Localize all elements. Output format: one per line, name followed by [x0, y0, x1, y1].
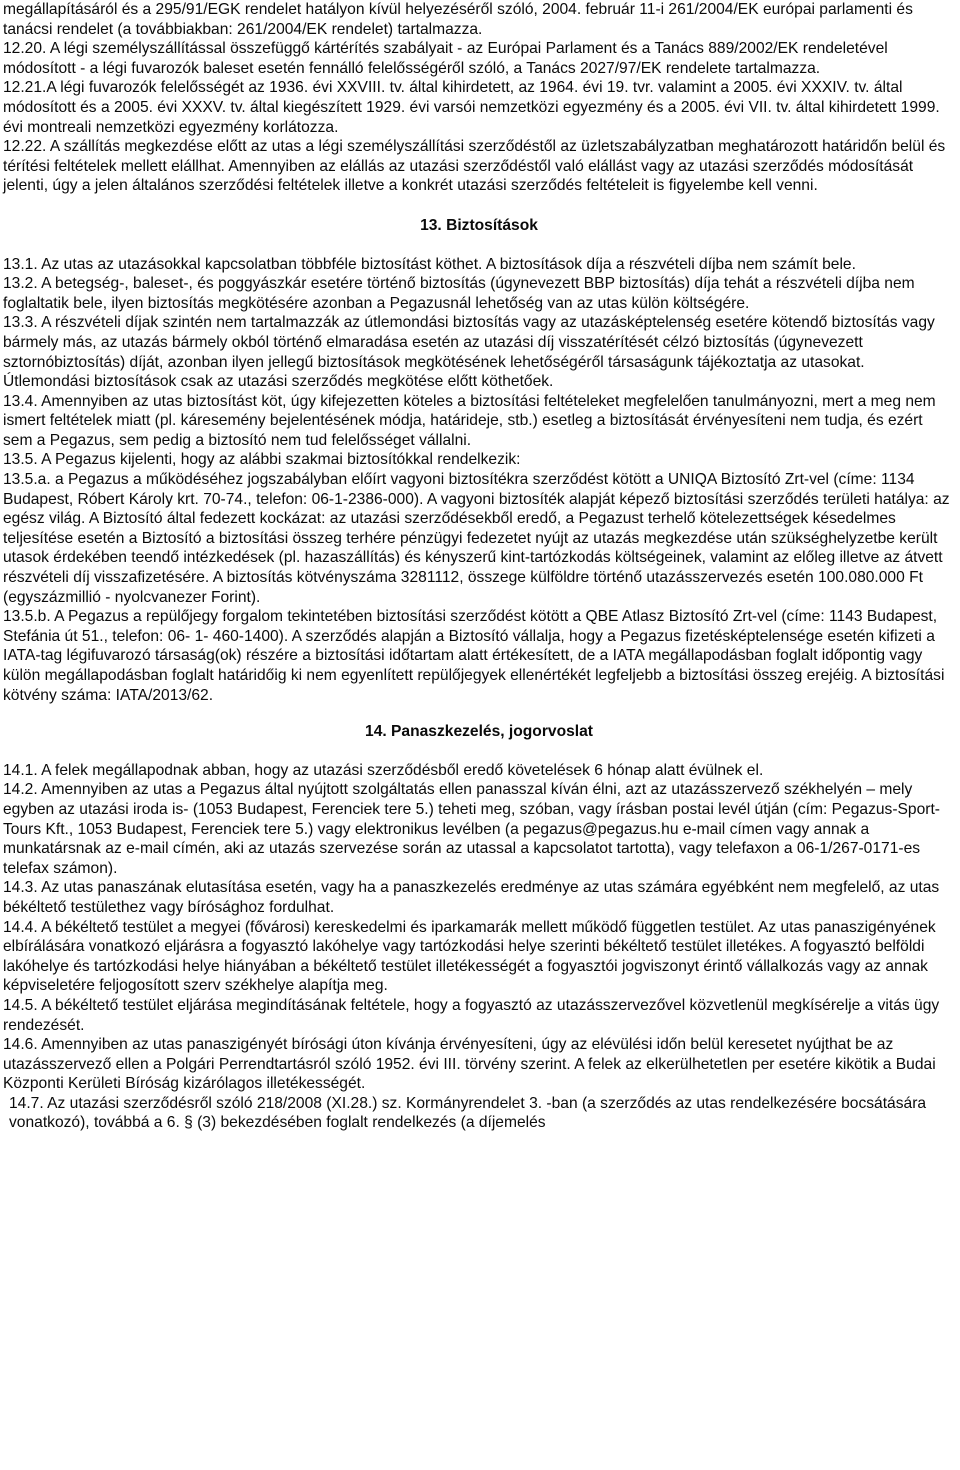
paragraph-12-21: 12.21.A légi fuvarozók felelősségét az 1936. évi XXVIII. tv. által kihirdetett, az 1964. évi 19. tvr. valamint a 2005. évi XXXIV. tv. által módosított és a 2005. évi XXXV. tv. által kiegészített 1929. évi varsói nemzetközi egyezmény és a 2005. évi VII. tv. által kihirdetett 1999. évi montreali nemzetközi egyezmény korlátozza.	[3, 79, 940, 136]
paragraph-13-2: 13.2. A betegség-, baleset-, és poggyászkár esetére történő biztosítás (úgynevezett BBP biztosítás) díja tehát a részvételi díjba nem foglaltatik bele, ilyen biztosítás megkötésére azonban a Pegazusnál lehetőség van az utas külön költségére.	[3, 275, 915, 312]
section-title-14: 14. Panaszkezelés, jogorvoslat	[365, 723, 593, 741]
paragraph-12-19-continued: megállapításáról és a 295/91/EGK rendelet hatályon kívül helyezéséről szóló, 2004. február 11-i 261/2004/EK európai parlamenti és tanácsi rendelet (a továbbiakban: 261/2004/EK rendelet) tartalmazza.	[3, 1, 913, 38]
paragraph-13-5-a: 13.5.a. a Pegazus a működéséhez jogszabályban előírt vagyoni biztosítékra szerződést kötött a UNIQA Biztosító Zrt-vel (címe: 1134 Budapest, Róbert Károly krt. 70-74., telefon: 06-1-2386-000). A vagyoni biztosíték alapját képező biztosítási szerződés területi hatálya: az egész világ. A Biztosító által fedezett kockázat: az utazási szerződésekből eredő, a Pegazust terhelő kötelezettségek késedelmes teljesítése esetén a Biztosító a biztosítási összeg terhére pénzügyi fedezetet nyújt az utazás megkezdése után szükséghelyzetbe került utasok érdekében teendő intézkedések (pl. hazaszállítás) és kényszerű kint-tartózkodás költségeinek, valamint az előleg illetve az átvett részvételi díj visszafizetésére. A biztosítás kötvényszáma 3281112, összege külföldre történő utazásszervezés esetén 100.080.000 Ft (egyszázmillió - nyolcvanezer Forint).	[3, 471, 950, 606]
paragraph-14-3: 14.3. Az utas panaszának elutasítása esetén, vagy ha a panaszkezelés eredménye az utas számára egyébként nem megfelelő, az utas békéltető testülethez vagy bírósághoz fordulhat.	[3, 879, 940, 916]
paragraph-14-5: 14.5. A békéltető testület eljárása megindításának feltétele, hogy a fogyasztó az utazásszervezővel közvetlenül megkísérelje a vitás ügy rendezését.	[3, 996, 940, 1034]
spacer	[3, 196, 955, 216]
spacer	[3, 236, 955, 255]
paragraph-12-22: 12.22. A szállítás megkezdése előtt az utas a légi személyszállítási szerződéstől az üzletszabályzatban meghatározott határidőn belül és térítési feltételek mellett elállhat. Amennyiben az elállás az utazási szerződéstől való elállást vagy az utazási szerződés módosítását jelenti, úgy a jelen általános szerződési feltételek illetve a konkrét utazási szerződés feltételeit is figyelembe kell venni.	[3, 138, 946, 195]
paragraph-13-1: 13.1. Az utas az utazásokkal kapcsolatban többféle biztosítást köthet. A biztosítások díja a részvételi díjba nem számít bele.	[3, 255, 856, 273]
paragraph-14-2: 14.2. Amennyiben az utas a Pegazus által nyújtott szolgáltatás ellen panasszal kíván élni, azt az utazásszervező székhelyén – mely egyben az utazási iroda is- (1053 Budapest, Ferenciek tere 5.) teheti meg, szóban, vagy írásban postai levél útján (cím: Pegazus-Sport-Tours Kft., 1053 Budapest, Ferenciek tere 5.) vagy elektronikus levélben (a pegazus@pegazus.hu e-mail címen vagy annak a munkatársnak az e-mail címén, aki az utazás szervezése során az utassal a kapcsolatot tartotta), vagy telefaxon a 06-1/267-0171-es telefax számon).	[3, 781, 940, 877]
paragraph-14-7: 14.7. Az utazási szerződésről szóló 218/2008 (XI.28.) sz. Kormányrendelet 3. -ban (a szerződés az utas rendelkezésére bocsátására vonatkozó), továbbá a 6. § (3) bekezdésében foglalt rendelkezés (a díjemelés	[9, 1094, 927, 1132]
spacer	[3, 742, 955, 761]
spacer	[3, 705, 955, 722]
section-title-13: 13. Biztosítások	[420, 216, 538, 234]
paragraph-13-3: 13.3. A részvételi díjak szintén nem tartalmazzák az útlemondási biztosítás vagy az utazásképtelenség esetére kötendő biztosítás vagy bármely más, az utazás bármely okból történő elmaradása esetén az utazási díj visszatérítését célzó biztosítás (úgynevezett sztornóbiztosítás) díját, azonban ilyen jellegű biztosítások megkötésének lehetőségéről társaságunk tájékoztatja az utasokat. Útlemondási biztosítások csak az utazási szerződés megkötése előtt köthetőek.	[3, 314, 935, 391]
paragraph-14-1: 14.1. A felek megállapodnak abban, hogy az utazási szerződésből eredő követelések 6 hónap alatt évülnek el.	[3, 761, 764, 779]
paragraph-13-5: 13.5. A Pegazus kijelenti, hogy az alábbi szakmai biztosítókkal rendelkezik:	[3, 451, 521, 469]
document-page	[3, 0, 955, 1133]
paragraph-14-4: 14.4. A békéltető testület a megyei (fővárosi) kereskedelmi és iparkamarák mellett működő független testület. Az utas panaszigényének elbírálására vonatkozó eljárásra a fogyasztó lakóhelye vagy tartózkodási helye szerinti békéltető testület illetékes. A fogyasztó belföldi lakóhelye és tartózkodási helye hiányában a békéltető testület illetékességét a fogyasztói jogviszonyt érintő vállalkozás vagy az annak képviseletére feljogosított szerv székhelye alapítja meg.	[3, 918, 936, 995]
paragraph-14-6: 14.6. Amennyiben az utas panaszigényét bírósági úton kívánja érvényesíteni, úgy az elévülési időn belül keresetet nyújthat be az utazásszervező ellen a Polgári Perrendtartásról szóló 1952. évi III. törvény szerint. A felek az elkerülhetetlen per esetére kikötik a Budai Központi Kerületi Bíróság kizárólagos illetékességét.	[3, 1036, 936, 1093]
paragraph-13-4: 13.4. Amennyiben az utas biztosítást köt, úgy kifejezetten köteles a biztosítási feltételeket megfelelően tanulmányozni, mert a meg nem ismert feltételek miatt (pl. káresemény bejelentésének módja, határideje, stb.) esetleg a biztosítását érvényesíteni nem tudja, és ezért sem a Pegazus, sem pedig a biztosító nem tud felelősséget vállalni.	[3, 392, 936, 449]
paragraph-12-20: 12.20. A légi személyszállítással összefüggő kártérítés szabályait - az Európai Parlament és a Tanács 889/2002/EK rendeletével módosított - a légi fuvarozók baleset esetén fennálló felelősségéről szóló, a Tanács 2027/97/EK rendelete tartalmazza.	[3, 40, 888, 77]
paragraph-13-5-b: 13.5.b. A Pegazus a repülőjegy forgalom tekintetében biztosítási szerződést kötött a QBE Atlasz Biztosító Zrt-vel (címe: 1143 Budapest, Stefánia út 51., telefon: 06- 1- 460-1400). A szerződés alapján a Biztosító vállalja, hogy a Pegazus fizetésképtelensége esetén kifizeti a IATA-tag légifuvarozó társaság(ok) részére a biztosítási időtartam alatt értékesített, de a IATA megállapodásban foglalt időpontig vagy külön megállapodásban foglalt határidőig ki nem egyenlített repülőjegyek ellenértékét legfeljebb a biztosítási összeg erejéig. A biztosítási kötvény száma: IATA/2013/62.	[3, 608, 945, 704]
